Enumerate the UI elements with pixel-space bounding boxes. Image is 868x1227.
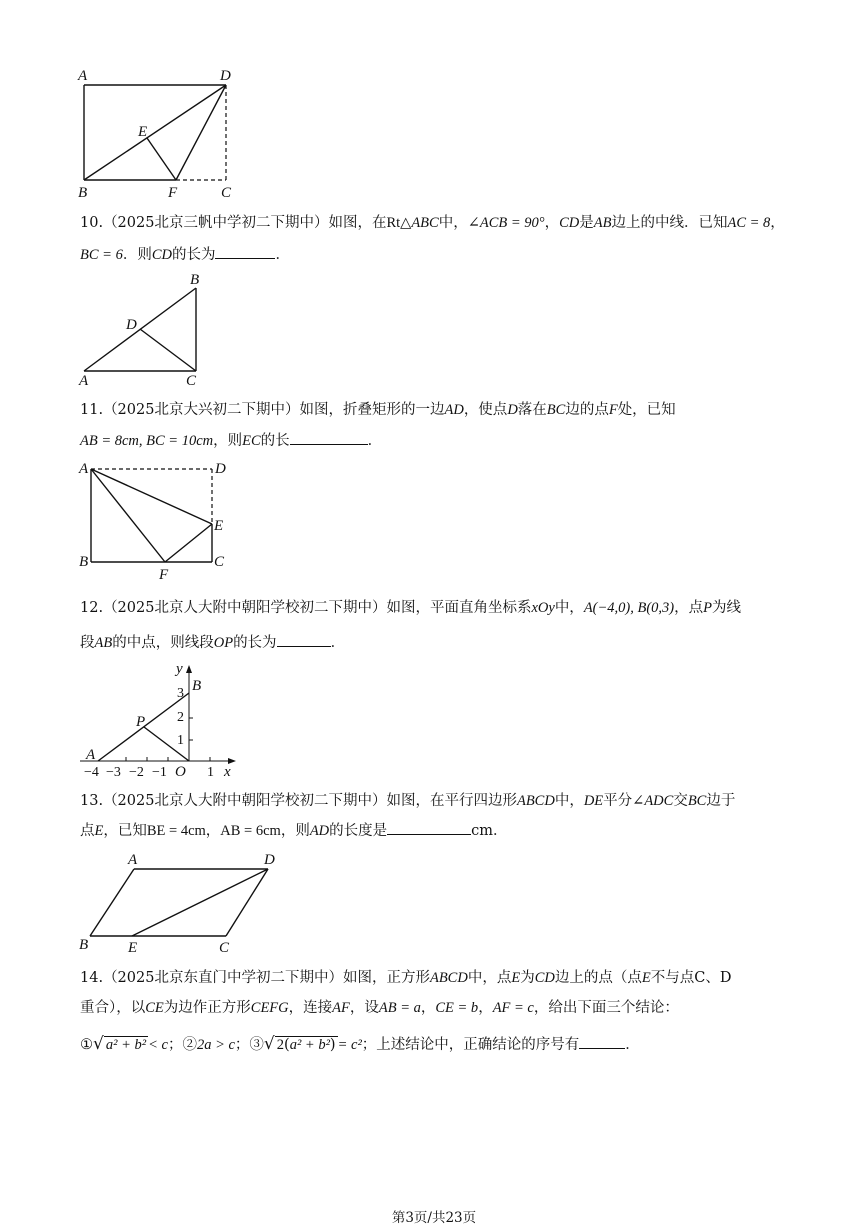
q12-source: （2025北京人大附中朝阳学校初二下期中） [103,600,387,616]
q11-number: 11. [80,402,104,418]
figure-q11-fold-rectangle [76,458,236,583]
label-A: A [78,68,88,84]
q13-number: 13. [80,793,104,809]
label-E: E [214,518,224,534]
figure-q12-coordinate [76,660,246,780]
q11-line1: 11.（2025北京大兴初二下期中）如图，折叠矩形的一边AD，使点D落在BC边的点F处，已知 [80,402,676,418]
q10-line2: BC = 6．则CD的长为 ． [80,244,800,265]
answer-blank [387,820,471,835]
q10-number: 10. [80,215,104,231]
q14-number: 14. [80,970,104,986]
q13-source: （2025北京人大附中朝阳学校初二下期中） [103,793,387,809]
q10-line1: 10.（2025北京三帆中学初二下期中）如图，在Rt△ABC中，∠ACB = 90°，CD是AB边上的中线．已知AC = 8， [80,215,785,231]
xtick--4: −4 [84,765,99,780]
label-B: B [78,185,88,201]
figure-q13-parallelogram [76,848,286,958]
q14-line3: ①√ a² + b² < c；②2a > c；③√ 2(a² + b²) = c²；上述结论中，正确结论的序号有 ． [80,1034,640,1054]
q12-number: 12. [80,600,104,616]
label-C: C [186,373,197,389]
label-A: A [128,852,138,868]
label-A: A [86,747,96,763]
label-F: F [168,185,178,201]
label-D: D [215,461,226,477]
q14-line1: 14.（2025北京东直门中学初二下期中）如图，正方形ABCD中，点E为CD边上的点（点E不与点C、D [80,970,732,986]
label-E: E [128,940,138,956]
label-B: B [192,678,202,694]
label-C: C [214,554,225,570]
sqrt-expression-1: √ [93,1034,104,1054]
xtick--1: −1 [152,765,167,780]
label-D: D [126,317,137,333]
page-footer: 第3页/共23页 [391,1210,477,1226]
q12-line1: 12.（2025北京人大附中朝阳学校初二下期中）如图，平面直角坐标系xOy中，A(−4,0), B(0,3)，点P为线 [80,600,741,616]
answer-blank [579,1034,625,1049]
q14-source: （2025北京东直门中学初二下期中） [103,970,343,986]
label-P: P [136,714,146,730]
label-y: y [176,661,183,677]
answer-blank [215,244,275,259]
figure-q10-triangle [76,270,216,390]
q12-line2: 段AB的中点，则线段OP的长为 ． [80,632,800,653]
label-C: C [219,940,230,956]
label-A: A [79,373,89,389]
q11-source: （2025北京大兴初二下期中） [103,402,300,418]
sqrt-expression-2: √ [263,1034,275,1054]
answer-blank [277,632,331,647]
xtick--2: −2 [129,765,144,780]
label-C: C [221,185,232,201]
figure-q9-rectangle [76,66,246,202]
label-B: B [79,937,89,953]
label-O: O [175,764,186,780]
label-D: D [220,68,231,84]
label-A: A [79,461,89,477]
ytick-2: 2 [177,710,184,725]
q11-line2: AB = 8cm, BC = 10cm，则EC的长 ． [80,430,800,451]
label-F: F [159,567,169,583]
label-x: x [224,764,231,780]
label-D: D [264,852,275,868]
label-E: E [138,124,148,140]
q13-line2: 点E，已知BE = 4cm，AB = 6cm，则AD的长度是 cm． [80,820,800,841]
answer-blank [290,430,368,445]
xtick--3: −3 [106,765,121,780]
q13-line1: 13.（2025北京人大附中朝阳学校初二下期中）如图，在平行四边形ABCD中，DE平分∠ADC交BC边于 [80,793,736,809]
label-B: B [190,272,200,288]
q10-source: （2025北京三帆中学初二下期中） [103,215,329,231]
label-B: B [79,554,89,570]
ytick-3: 3 [177,686,184,701]
xtick-1: 1 [207,765,214,780]
ytick-1: 1 [177,733,184,748]
q14-line2: 重合），以CE为边作正方形CEFG，连接AF，设AB = a，CE = b，AF = c，给出下面三个结论： [80,1000,679,1016]
